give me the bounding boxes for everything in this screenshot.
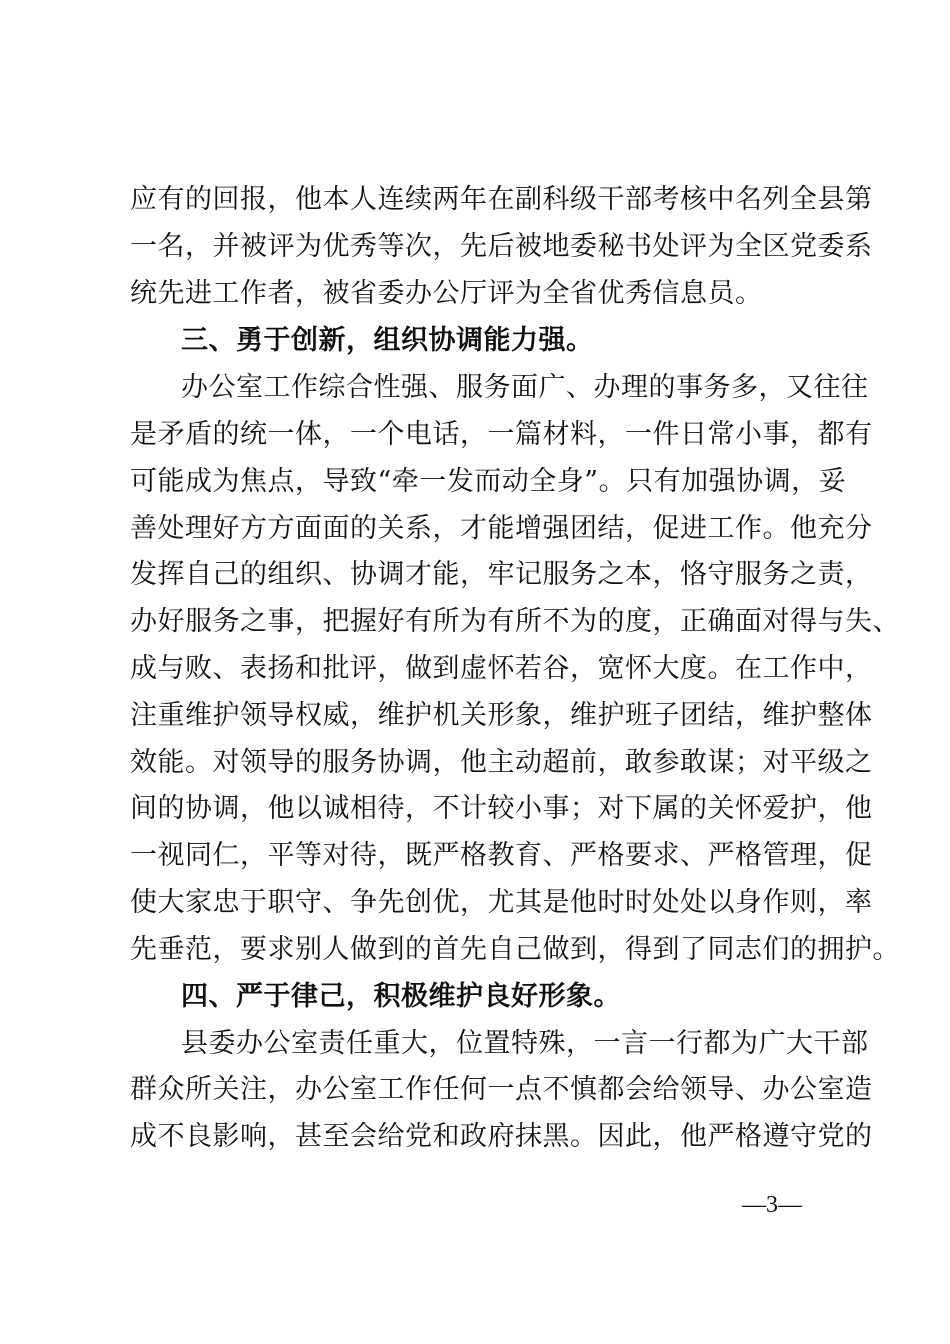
text-line: 注重维护领导权威，维护机关形象，维护班子团结，维护整体 (130, 700, 873, 731)
text-line: 一视同仁，平等对待，既严格教育、严格要求、严格管理，促 (130, 840, 873, 871)
text-line: 使大家忠于职守、争先创优，尤其是他时时处处以身作则，率 (130, 887, 873, 918)
text-line: 成不良影响，甚至会给党和政府抹黑。因此，他严格遵守党的 (130, 1121, 873, 1152)
text-line: 先垂范，要求别人做到的首先自己做到，得到了同志们的拥护。 (130, 934, 900, 965)
text-line: 善处理好方方面面的关系，才能增强团结，促进工作。他充分 (130, 513, 873, 544)
text-line: 县委办公室责任重大，位置特殊，一言一行都为广大干部 (181, 1028, 869, 1059)
text-line: 间的协调，他以诚相待，不计较小事；对下属的关怀爱护，他 (130, 793, 873, 824)
text-line: 办公室工作综合性强、服务面广、办理的事务多，又往往 (181, 372, 869, 403)
text-line: 应有的回报，他本人连续两年在副科级干部考核中名列全县第 (130, 184, 873, 215)
page-number: —3— (742, 1192, 802, 1218)
section-heading: 三、勇于创新，组织协调能力强。 (181, 325, 594, 356)
text-line: 是矛盾的统一体，一个电话，一篇材料，一件日常小事，都有 (130, 419, 873, 450)
text-line: 成与败、表扬和批评，做到虚怀若谷，宽怀大度。在工作中， (130, 653, 873, 684)
text-line: 一名，并被评为优秀等次，先后被地委秘书处评为全区党委系 (130, 231, 873, 262)
text-line: 可能成为焦点，导致“牵一发而动全身”。只有加强协调，妥 (130, 466, 847, 497)
text-line: 群众所关注，办公室工作任何一点不慎都会给领导、办公室造 (130, 1074, 873, 1105)
section-heading: 四、严于律己，积极维护良好形象。 (181, 981, 621, 1012)
text-line: 办好服务之事，把握好有所为有所不为的度，正确面对得与失、 (130, 606, 900, 637)
text-line: 统先进工作者，被省委办公厅评为全省优秀信息员。 (130, 278, 763, 309)
text-line: 效能。对领导的服务协调，他主动超前，敢参敢谋；对平级之 (130, 747, 873, 778)
text-line: 发挥自己的组织、协调才能，牢记服务之本，恪守服务之责， (130, 559, 873, 590)
